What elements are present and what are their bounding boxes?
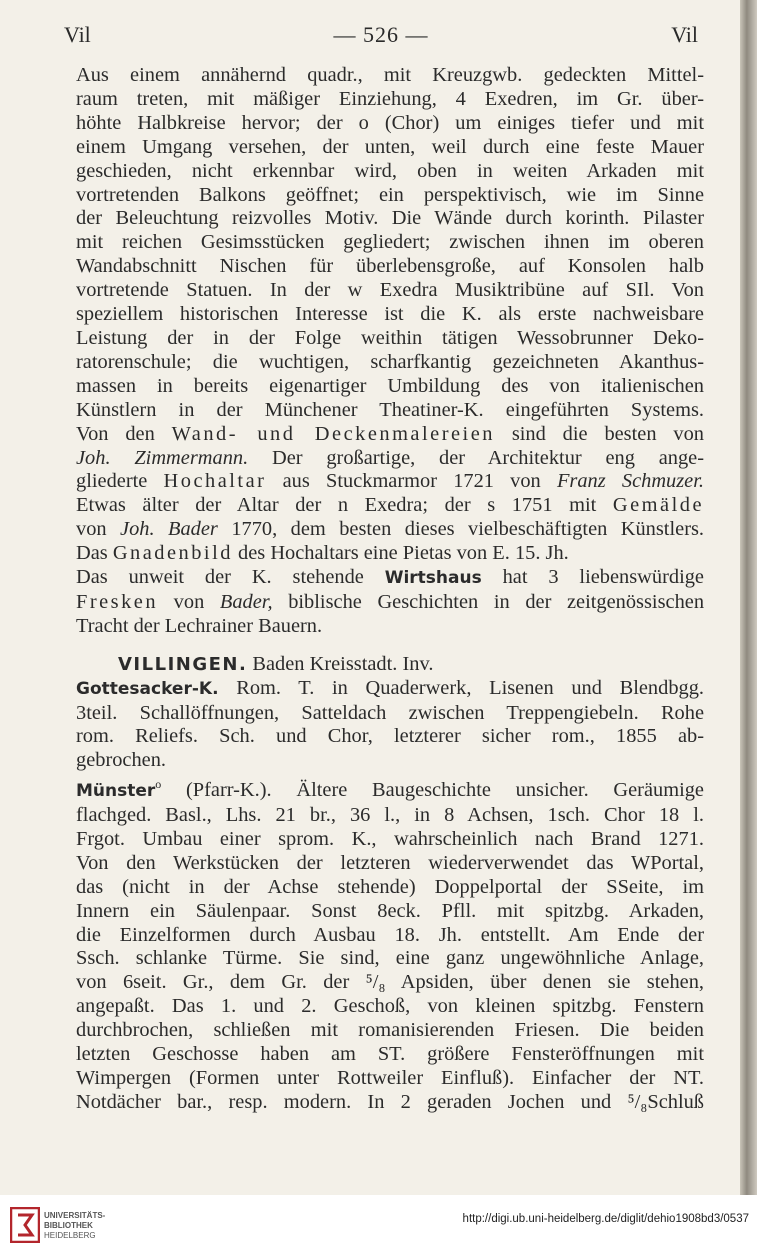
text-line: raum treten, mit mäßiger Einziehung, 4 Exedren, im Gr. über- [76, 87, 704, 110]
running-header [64, 20, 698, 50]
text-run: biblische Geschichten in der zeitgenössischen [272, 590, 705, 613]
text-line: von 6seit. Gr., dem Gr. der ⁵/₈ Apsiden, über denen sie stehen, [76, 971, 704, 994]
text-line [76, 447, 704, 471]
text-run: Baden Kreisstadt. Inv. [247, 652, 434, 675]
text-line: Wimpergen (Formen unter Rottweiler Einfluß). Einfacher der NT. [76, 1066, 704, 1089]
text-line: letzten Geschosse haben am ST. größere Fensteröffnungen mit [76, 1043, 704, 1066]
footer-bar [0, 1195, 757, 1254]
text-run: des Hochaltars eine Pietas von E. 15. Jh. [232, 542, 569, 565]
keyword: Münster [76, 781, 156, 802]
text-run: 1770, dem besten dieses vielbeschäftigten Künstlers. [217, 518, 705, 541]
text-line [76, 423, 704, 447]
text-line: ratorenschule; die wuchtigen, scharfkantig gezeichneten Akanthus- [76, 350, 704, 373]
artist-name: Joh. Bader [120, 518, 218, 541]
section-gap [76, 639, 704, 653]
paragraph-intro [76, 64, 704, 566]
text-line: Aus einem annähernd quadr., mit Kreuzgwb. gedeckten Mittel- [76, 64, 704, 86]
text-run: von [76, 518, 121, 541]
library-name-line: HEIDELBERG [44, 1231, 96, 1240]
university-library-logo-icon [10, 1207, 40, 1243]
text-line: flachged. Basl., Lhs. 21 br., 36 l., in 8 Achsen, 1sch. Chor 18 l. [76, 803, 704, 826]
page-edge [740, 0, 757, 1195]
text-line: speziellem historischen Interesse ist die K. als erste nachweisbare [76, 303, 704, 326]
keyword: Gottesacker-K. [76, 678, 219, 699]
text-line: 3teil. Schallöffnungen, Satteldach zwischen Treppengiebeln. Rohe [76, 701, 704, 724]
text-run: gliederte [76, 470, 164, 493]
permalink-url[interactable]: http://digi.ub.uni-heidelberg.de/diglit/dehio1908bd3/0537 [462, 1213, 749, 1225]
spaced-term: Gemälde [612, 494, 704, 517]
text-line: Von den Werkstücken der letzteren wiederverwendet das WPortal, [76, 851, 704, 874]
text-line [76, 773, 704, 804]
star-marker: o [155, 777, 162, 792]
text-line: rom. Reliefs. Sch. und Chor, letzterer sicher rom., 1855 ab- [76, 725, 704, 748]
text-run: (Pfarr-K.). Ältere Baugeschichte unsicher. Geräumige [161, 779, 704, 802]
text-line: vortretenden Balkons geöffnet; ein perspektivisch, wie im Sinne [76, 183, 704, 206]
spaced-term: Hochaltar [163, 470, 267, 493]
text-line: einem Umgang versehen, der unten, weil durch eine feste Mauer [76, 135, 704, 158]
text-line: mit reichen Gesimsstücken gegliedert; zwischen ihnen im oberen [76, 231, 704, 254]
text-line: Künstlern in der Münchener Theatiner-K. eingeführten Systems. [76, 398, 704, 421]
text-line: Notdächer bar., resp. modern. In 2 geraden Jochen und ⁵/₈Schluß [76, 1090, 704, 1113]
text-line [76, 518, 704, 542]
text-line [76, 566, 704, 591]
library-name-line: BIBLIOTHEK [44, 1221, 93, 1230]
place-name: VILLINGEN. [118, 653, 248, 675]
library-name [44, 1211, 105, 1241]
text-line [76, 494, 704, 518]
artist-name: Joh. Zimmermann. [76, 446, 249, 469]
text-run: Von den [76, 422, 172, 445]
section-villingen [76, 653, 704, 1115]
text-run: von [158, 590, 220, 613]
header-left: Vil [64, 22, 91, 47]
text-run: hat 3 liebenswürdige [481, 566, 704, 589]
text-line: vortretende Statuen. In der w Exedra Musiktribüne auf SIl. Von [76, 279, 704, 302]
text-line: massen in bereits eigenartiger Umbildung des von italienischen [76, 374, 704, 397]
text-line: der Beleuchtung reizvolles Motiv. Die Wände durch korinth. Pilaster [76, 207, 704, 230]
paragraph-wirtshaus [76, 566, 704, 639]
text-line [76, 542, 704, 566]
text-line [76, 677, 704, 702]
text-run: Das unweit der K. stehende [76, 566, 385, 589]
spaced-term: Wand- und Deckenmalereien [171, 422, 495, 445]
keyword: Wirtshaus [384, 568, 482, 589]
text-line: Leistung der in der Folge weithin tätigen Wessobrunner Deko- [76, 326, 704, 349]
text-line: Innern ein Säulenpaar. Sonst 8eck. Pfll. mit spitzbg. Arkaden, [76, 899, 704, 922]
text-line: höhte Halbkreise hervor; der o (Chor) um einiges tiefer und mit [76, 111, 704, 134]
text-line: Tracht der Lechrainer Bauern. [76, 614, 323, 637]
text-line [76, 591, 704, 615]
spaced-term: Fresken [76, 590, 159, 613]
text-line: geschieden, nicht erkennbar wird, oben in weiten Arkaden mit [76, 159, 704, 182]
artist-name: Bader, [219, 590, 273, 613]
text-run: aus Stuckmarmor 1721 von [266, 470, 557, 493]
section-heading [76, 653, 704, 677]
text-run: Rom. T. in Quaderwerk, Lisenen und Blendbgg. [218, 676, 704, 699]
text-line: gebrochen. [76, 749, 167, 772]
artist-name: Franz Schmuzer. [556, 470, 705, 493]
text-run: sind die besten von [494, 422, 704, 445]
library-name-line: UNIVERSITÄTS- [44, 1211, 106, 1220]
text-run: Der großartige, der Architektur eng ange- [248, 446, 704, 469]
text-run: Das [76, 542, 113, 565]
text-line: das (nicht in der Achse stehende) Doppelportal der SSeite, im [76, 875, 704, 898]
text-line: Frgot. Umbau einer sprom. K., wahrscheinlich nach Brand 1271. [76, 827, 704, 850]
body-text [76, 64, 704, 1115]
text-line: Ssch. schlanke Türme. Sie sind, eine ganz ungewöhnliche Anlage, [76, 947, 704, 970]
text-line: durchbrochen, schließen mit romanisierenden Friesen. Die beiden [76, 1019, 704, 1042]
text-line: Wandabschnitt Nischen für überlebensgroße, auf Konsolen halb [76, 255, 704, 278]
header-right: Vil [671, 22, 698, 47]
text-run: Etwas älter der Altar der n Exedra; der s 1751 mit [76, 494, 613, 517]
text-line [76, 470, 704, 494]
spaced-term: Gnadenbild [112, 542, 233, 565]
text-line: angepaßt. Das 1. und 2. Geschoß, von kleinen spitzbg. Fenstern [76, 995, 704, 1018]
page-number: — 526 — [333, 22, 429, 47]
text-line: die Einzelformen durch Ausbau 18. Jh. entstellt. Am Ende der [76, 923, 704, 946]
